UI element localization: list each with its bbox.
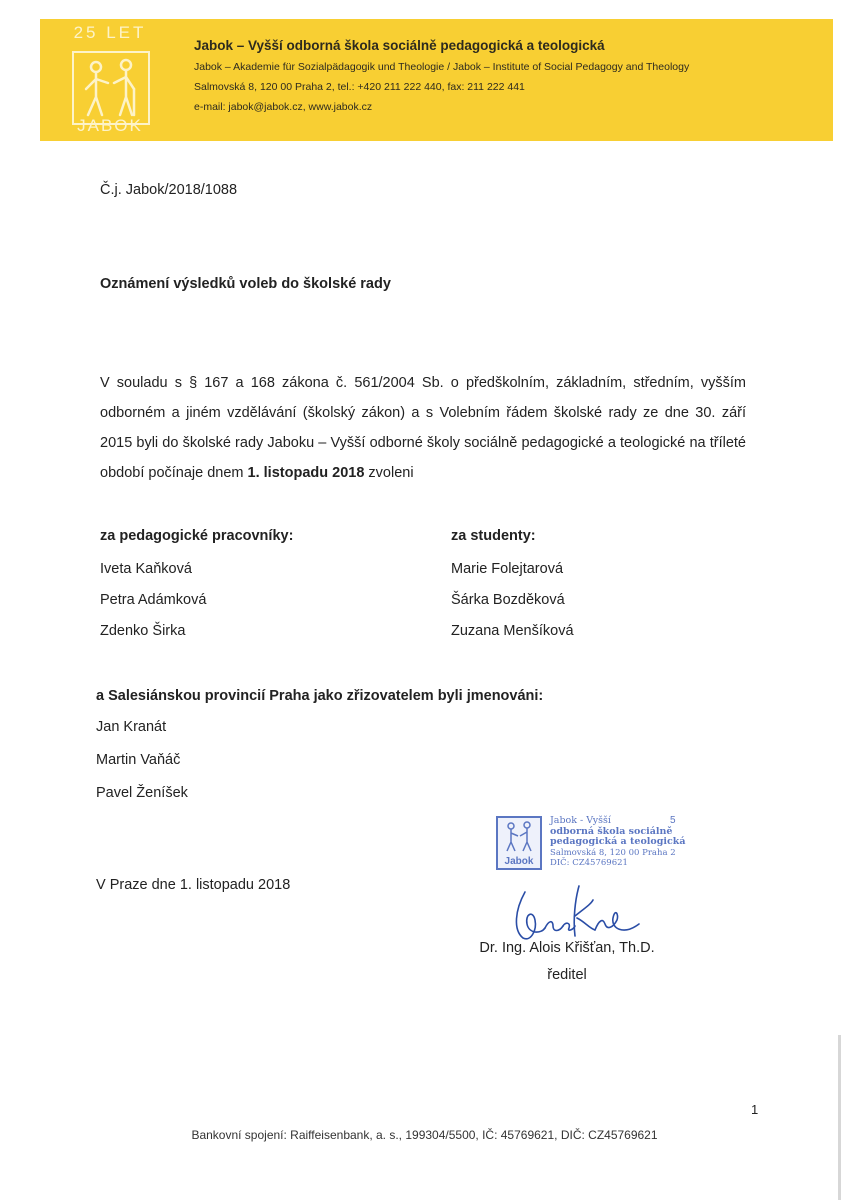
- official-stamp: [490, 812, 690, 880]
- paragraph-text: V souladu s § 167 a 168 zákona č. 561/2004 Sb. o předškolním, základním, středním, vyšším odborném a jiném vzdělávání (školský zákon) a s Volebním řádem školské rady ze dne 30. září 2015 byli do školské rady Jaboku – Vyšší odborné školy sociálně pedagogické a teologické na tříleté období počínaje dnem: [100, 375, 746, 481]
- page-number: 1: [751, 1102, 759, 1117]
- reference-number: Č.j. Jabok/2018/1088: [100, 182, 238, 198]
- stamp-line: Jabok - Vyšší: [550, 815, 611, 826]
- appointed-section: [96, 688, 543, 818]
- body-paragraph: [100, 368, 746, 488]
- school-name: Jabok – Vyšší odborná škola sociálně pedagogická a teologická: [194, 38, 605, 53]
- logo-figures-icon: [72, 51, 150, 125]
- logo-anniversary-text: 25 LET: [73, 23, 147, 42]
- document-title: Oznámení výsledků voleb do školské rady: [100, 276, 391, 292]
- stamp-logo-text: Jabok: [504, 856, 534, 867]
- list-item: Iveta Kaňková: [100, 561, 192, 577]
- place-and-date: V Praze dne 1. listopadu 2018: [96, 877, 291, 893]
- school-contact: e-mail: jabok@jabok.cz, www.jabok.cz: [194, 101, 373, 113]
- stamp-number: 5: [670, 815, 676, 826]
- list-item: Marie Folejtarová: [451, 561, 564, 577]
- school-name-translations: Jabok – Akademie für Sozialpädagogik und Theologie / Jabok – Institute of Social Pedagogy and Theology: [194, 61, 690, 73]
- students-column: [451, 528, 574, 654]
- bank-details-footer: Bankovní spojení: Raiffeisenbank, a. s., 199304/5500, IČ: 45769621, DIČ: CZ45769621: [191, 1128, 658, 1142]
- stamp-line: odborná škola sociálně: [550, 825, 673, 837]
- list-item: Martin Vaňáč: [96, 752, 181, 768]
- stamp-text: [550, 816, 690, 869]
- appointed-heading: a Salesiánskou provincií Praha jako zřizovatelem byli jmenováni:: [96, 688, 544, 704]
- teachers-heading: za pedagogické pracovníky:: [100, 528, 294, 544]
- stamp-logo-icon: [496, 816, 542, 870]
- paragraph-start-date: 1. listopadu 2018: [247, 465, 365, 481]
- signer-name: Dr. Ing. Alois Křišťan, Th.D.: [479, 940, 655, 956]
- stamp-line: DIČ: CZ45769621: [550, 858, 628, 868]
- logo-name-text: JABOK: [77, 116, 143, 135]
- teachers-column: [100, 528, 293, 654]
- signer-role: ředitel: [547, 967, 587, 983]
- stamp-line: pedagogická a teologická: [550, 836, 686, 847]
- list-item: Šárka Bozděková: [451, 592, 565, 608]
- scan-edge: [838, 1035, 841, 1200]
- students-heading: za studenty:: [451, 528, 536, 544]
- stamp-line: Salmovská 8, 120 00 Praha 2: [550, 847, 676, 858]
- list-item: Jan Kranát: [96, 719, 167, 735]
- paragraph-text-end: zvoleni: [364, 465, 414, 481]
- letterhead-text: [194, 38, 824, 121]
- list-item: Pavel Ženíšek: [96, 785, 188, 801]
- letterhead: [40, 19, 833, 141]
- list-item: Zuzana Menšíková: [451, 623, 574, 639]
- list-item: Zdenko Širka: [100, 623, 186, 639]
- school-logo: [60, 19, 160, 141]
- list-item: Petra Adámková: [100, 592, 207, 608]
- school-address: Salmovská 8, 120 00 Praha 2, tel.: +420 211 222 440, fax: 211 222 441: [194, 81, 525, 93]
